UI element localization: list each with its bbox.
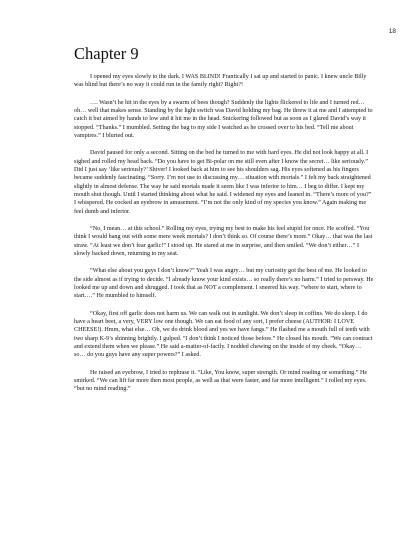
paragraph: “What else about you guys I don’t know?” Yeah I was angry… but my curiosity got the best of me. He looked to the side almost as if trying to decide. “I already know your kind exists… so really there’s no harm.” I tried to persway. He looked me up and down and shrugged. I took that as NOT a complement. I sneered his way. “where to start, where to start….” He mumbled to himself. — [74, 268, 374, 300]
chapter-title: Chapter 9 — [74, 44, 139, 63]
paragraph: He raised an eyebrow, I tried to rephrase it. “Like, You know, super strength. Or mind reading or something.” He smirked. “We can lift far more then most people, as well as that were faster, and far more intelligent.” I rolled my eyes. “but no mind reading.” — [74, 369, 368, 393]
page-number: 18 — [388, 28, 396, 35]
paragraph: I opened my eyes slowly to the dark. I WAS BLIND! Frantically I sat up and started to panic. I knew uncle Billy was blind but there’s no way it could run in the family right? Right?! — [74, 74, 367, 89]
paragraph: …. Wasn’t he hit in the eyes by a swarm of bees though? Suddenly the lights flickered to life and I turned red… oh… well that makes sense. Standing by the light switch was David holding my bag. He threw it at me and I attempted to catch it but aimed by hands to low and it hit me in the head. Snickering followed but as soon as I glared David’s way it stopped. “Thanks.” I mumbled. Setting the bag to my side I watched as he crossed over to his bed. “Tell me about vampires.” I blurted out. — [74, 99, 373, 139]
page-body — [74, 44, 374, 403]
paragraph: “Okay, first off garlic does not harm us. We can walk out in sunlight. We don’t sleep in coffins. We do sleep. I do have a heart beet, a very, VERY low one though. We can eat food of any sort, I prefer cheese (AUTHOR: I LOVE CHEESE!). Hmm, what else… Oh, we do drink blood and yes we have fangs.” He flashed me a mouth full of teeth with two sharp K-9’s shinning brightly. I gulped. “I don’t think I noticed those before.” He closed his mouth. “We can contract and extend them when we please.” He said a-matter-of-factly. I nodded chewing on the inside of my cheek. “Okay… so… do you guys have any super powers?” I asked. — [74, 310, 373, 359]
paragraph: David paused for only a second. Sitting on the bed he turned to me with hard eyes. He did not look happy at all. I sighed and rolled my head back. “Do you have to get Bi-polar on me still even after I know the secret… like seriously.” Did I just say ‘like seriously?’ Shiver! I looked back at him to see his shoulders sag. His eyes softened as his fingers became suddenly fascinating. “Sorry. I’m not use to discussing my… situation with mortals.” I felt my back straightened slightly in almost defense. The way he said mortals made it seem like I was inferior to him… I beg to differ. I kept my mouth shut though. Until I started thinking about what he said. I widened my eyes and leaned in. “There’s more of you?” I whispered. He cocked an eyebrow in amusement. “I’m not the only kind of my species you know.” Again making me feel dumb and inferior. — [74, 150, 372, 215]
paragraph: “No, I mean… at this school.” Rolling my eyes, trying my best to make his feel stupid for once. He scoffed. “You think I would hang out with some mere week mortals? I don’t think so. Of course there’s more.” Okay… that was the last straw. “At least we don’t fear garlic!” I stood up. He stared at me in surprise, and then smiled. “We don’t either…” I slowly backed down, returning to my seat. — [74, 226, 373, 257]
